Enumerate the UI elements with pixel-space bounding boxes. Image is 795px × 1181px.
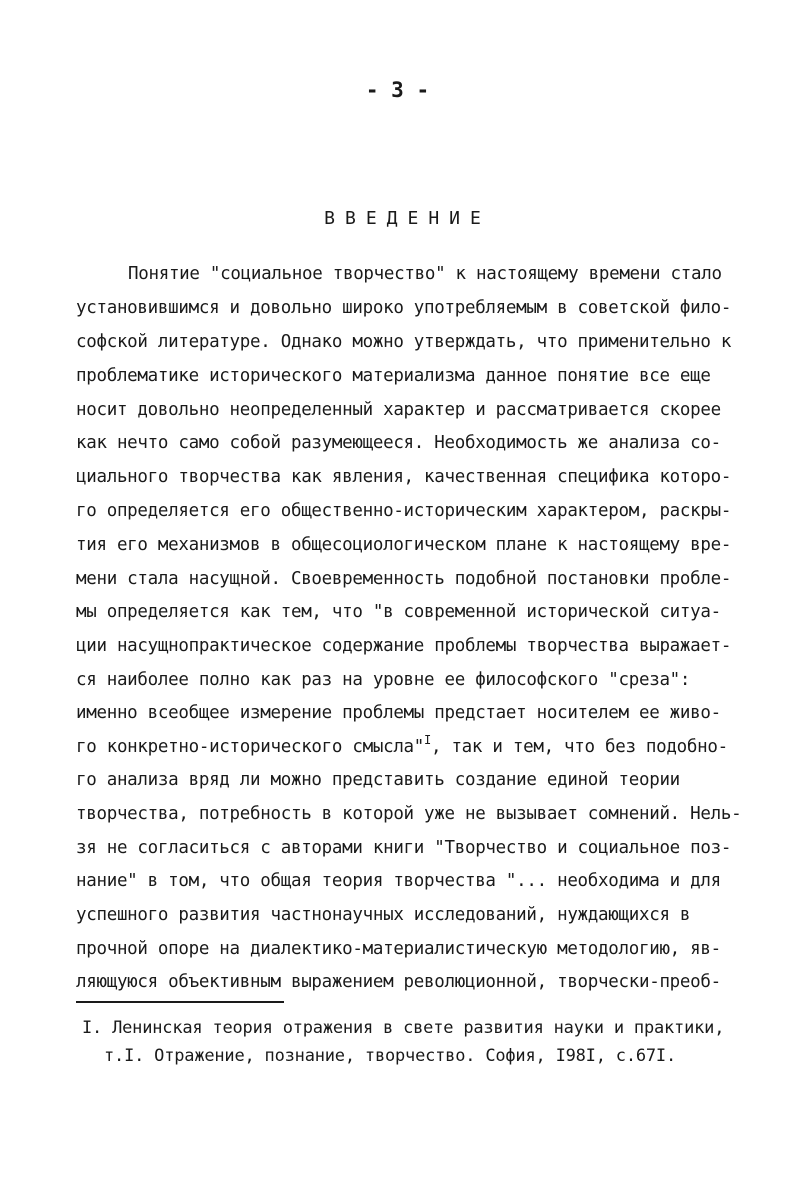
footnote-divider [76,1001,284,1003]
footnote-line: т.I. Отражение, познание, творчество. София, I98I, с.67I. [104,1046,676,1066]
body-line: как нечто само собой разумеющееся. Необходимость же анализа со- [76,433,721,453]
body-line: мы определяется как тем, что "в современной исторической ситуа- [76,602,721,622]
body-line-with-footnote [76,735,728,760]
body-line: носит довольно неопределенный характер и рассматривается скорее [76,400,721,420]
body-line: именно всеобщее измерение проблемы предстает носителем ее живо- [76,703,721,723]
footnote-marker: I [424,733,431,747]
body-line: ляющуюся объективным выражением революционной, творчески-преоб- [76,972,721,992]
body-line: софской литературе. Однако можно утверждать, что применительно к [76,332,732,352]
body-line-text: го конкретно-исторического смысла" [76,737,425,757]
body-line: успешного развития частнонаучных исследований, нуждающихся в [76,905,691,925]
body-line: го определяется его общественно-историческим характером, раскры- [76,501,732,521]
body-line: циального творчества как явления, качественная специфика которо- [76,467,732,487]
body-line: зя не согласиться с авторами книги "Творчество и социальное поз- [76,838,732,858]
body-line-continuation: , так и тем, что без подобно- [430,737,728,757]
body-line: проблематике исторического материализма данное понятие все еще [76,366,711,386]
body-line: тия его механизмов в общесоциологическом плане к настоящему вре- [76,535,732,555]
body-line: ся наиболее полно как раз на уровне ее философского "среза": [76,670,691,690]
section-heading: ВВЕДЕНИЕ [324,208,491,229]
body-line: го анализа вряд ли можно представить создание единой теории [76,770,680,790]
footnote-line: I. Ленинская теория отражения в свете развития науки и практики, [82,1018,725,1038]
body-line: Понятие "социальное творчество" к настоящему времени стало [128,264,722,284]
body-line: нание" в том, что общая теория творчества "... необходима и для [76,871,721,891]
body-line: творчества, потребность в которой уже не вызывает сомнений. Нель- [76,804,742,824]
body-line: мени стала насущной. Своевременность подобной постановки пробле- [76,569,732,589]
body-line: прочной опоре на диалектико-материалистическую методологию, яв- [76,939,721,959]
page-number: - 3 - [365,78,430,102]
body-line: установившимся и довольно широко употребляемым в советской фило- [76,298,732,318]
body-line: ции насущнопрактическое содержание проблемы творчества выражает- [76,636,732,656]
